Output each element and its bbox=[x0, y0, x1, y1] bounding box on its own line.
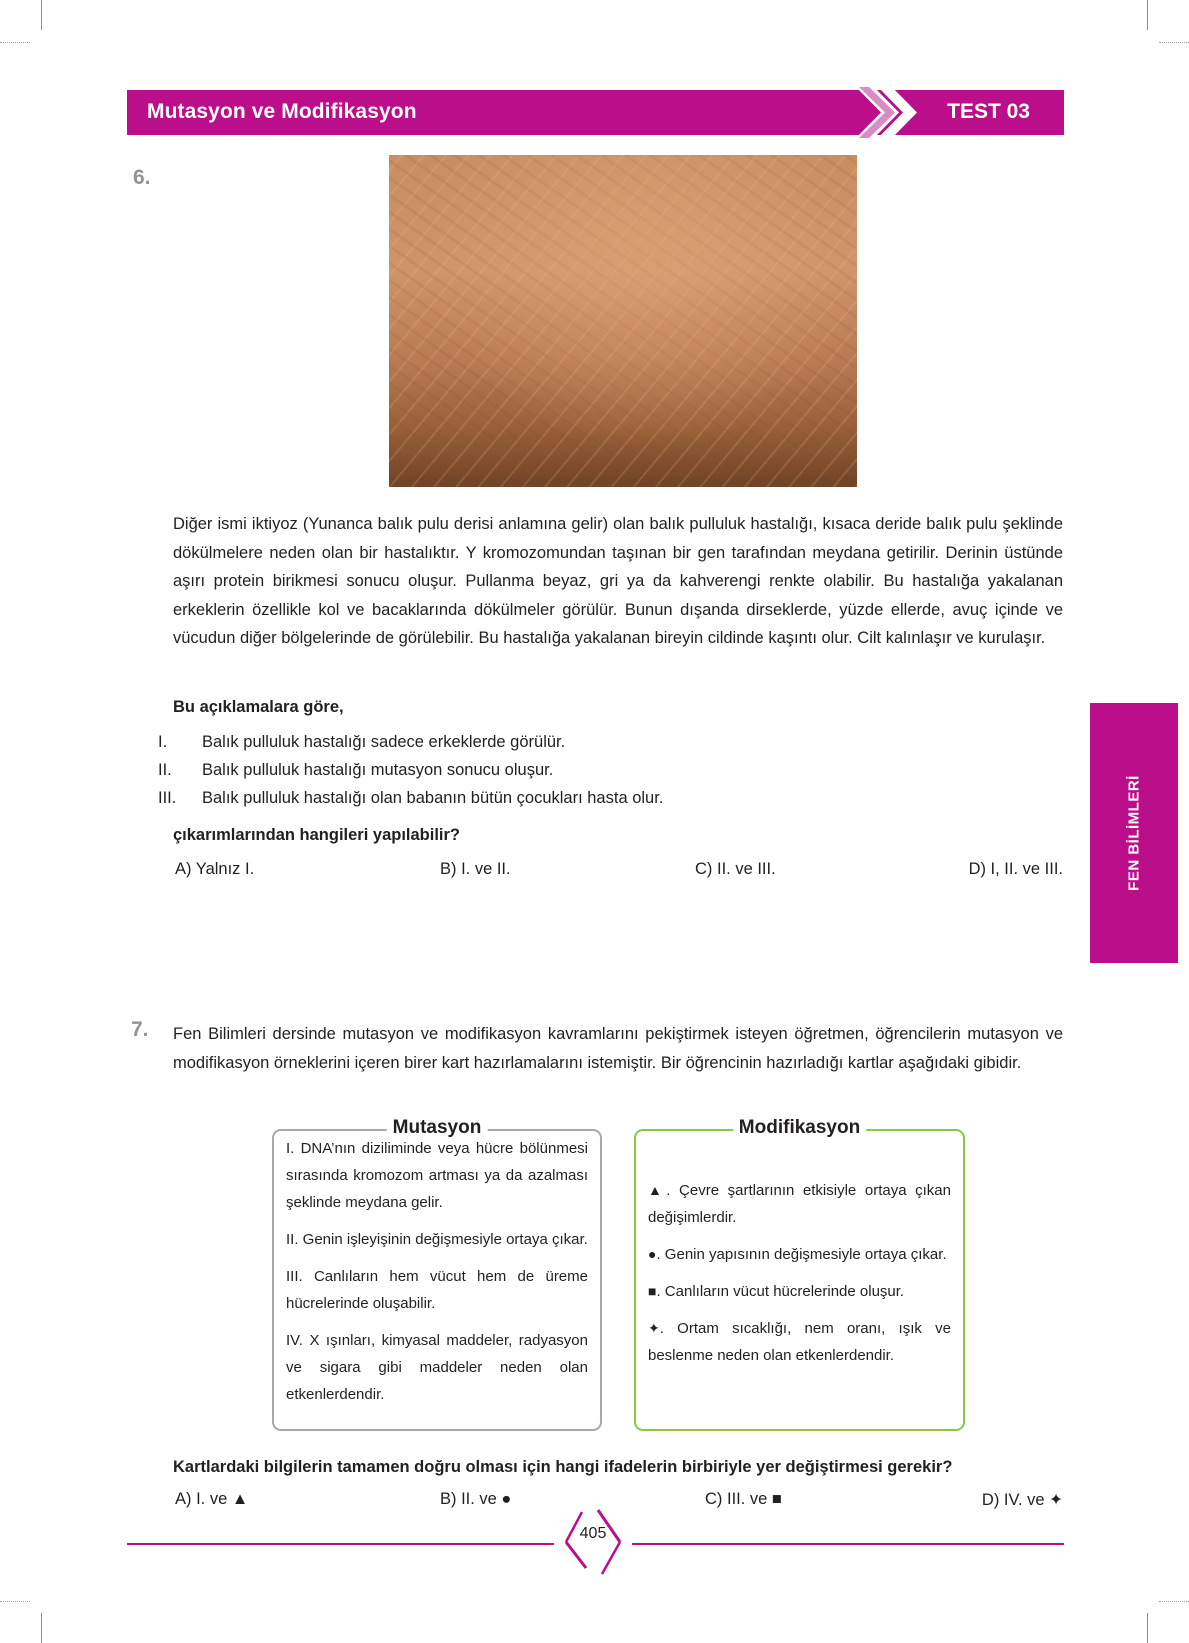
page-header bbox=[127, 90, 1064, 135]
crop-mark bbox=[1159, 1601, 1189, 1603]
question-number: 7. bbox=[131, 1018, 149, 1041]
option-a[interactable]: A) Yalnız I. bbox=[175, 860, 255, 878]
crop-mark bbox=[1147, 1613, 1148, 1643]
question-lead: Bu açıklamalara göre, bbox=[173, 698, 344, 716]
crop-mark bbox=[1159, 42, 1189, 44]
card-item: ●. Genin yapısının değişmesiyle ortaya çıkar. bbox=[648, 1246, 947, 1263]
card-item: III. Canlıların hem vücut hem de üreme hücrelerinde oluşabilir. bbox=[286, 1268, 588, 1312]
statement-roman: II. bbox=[158, 761, 172, 779]
statement-text: Balık pulluluk hastalığı olan babanın bütün çocukları hasta olur. bbox=[202, 789, 664, 807]
crop-mark bbox=[0, 1601, 30, 1603]
option-b[interactable]: B) I. ve II. bbox=[440, 860, 511, 878]
card-item: IV. X ışınları, kimyasal maddeler, radyasyon ve sigara gibi maddeler neden olan etkenlerdendir. bbox=[286, 1332, 588, 1403]
question-text: Kartlardaki bilgilerin tamamen doğru olması için hangi ifadelerin birbiriyle yer değiştirmesi gerekir? bbox=[173, 1458, 953, 1476]
card-body bbox=[286, 1135, 588, 1418]
subject-label: FEN BİLİMLERİ bbox=[1125, 775, 1143, 891]
card-item: ✦. Ortam sıcaklığı, nem oranı, ışık ve beslenme neden olan etkenlerdendir. bbox=[648, 1320, 951, 1364]
crop-mark bbox=[1147, 0, 1148, 30]
option-b[interactable]: B) II. ve ● bbox=[440, 1490, 512, 1508]
test-label: TEST 03 bbox=[947, 100, 1030, 123]
statement-item bbox=[158, 733, 565, 752]
double-chevron-icon bbox=[853, 84, 943, 141]
circle-icon: ● bbox=[648, 1246, 657, 1262]
card-item: II. Genin işleyişinin değişmesiyle ortaya çıkar. bbox=[286, 1231, 588, 1248]
card-item: ■. Canlıların vücut hücrelerinde oluşur. bbox=[648, 1283, 905, 1300]
modifikasyon-card bbox=[634, 1117, 965, 1431]
option-c[interactable]: C) III. ve ■ bbox=[705, 1490, 782, 1508]
skin-photo bbox=[389, 155, 857, 487]
crop-mark bbox=[41, 0, 42, 30]
card-title: Mutasyon bbox=[387, 1117, 488, 1139]
card-item: ▲. Çevre şartlarının etkisiyle ortaya çıkan değişimlerdir. bbox=[648, 1182, 951, 1226]
section-title: Mutasyon ve Modifikasyon bbox=[147, 100, 417, 123]
statement-item bbox=[158, 789, 663, 808]
statement-text: Balık pulluluk hastalığı sadece erkeklerde görülür. bbox=[202, 733, 566, 751]
card-body bbox=[648, 1177, 951, 1379]
footer-rule-right bbox=[632, 1543, 1064, 1545]
subject-side-tab bbox=[1090, 703, 1178, 963]
triangle-icon: ▲ bbox=[648, 1182, 667, 1198]
footer-rule-left bbox=[127, 1543, 554, 1545]
statement-roman: III. bbox=[158, 789, 177, 807]
card-item: I. DNA’nın diziliminde veya hücre bölünmesi sırasında kromozom artması ya da azalması şeklinde meydana gelir. bbox=[286, 1140, 588, 1211]
option-c[interactable]: C) II. ve III. bbox=[695, 860, 776, 878]
statement-item bbox=[158, 761, 553, 780]
question-paragraph: Diğer ismi iktiyoz (Yunanca balık pulu derisi anlamına gelir) olan balık pulluluk hastalığı, kısaca deride balık pulu şeklinde dökülmelere neden olan bir hastalıktır. Y kromozomundan taşınan bir gen tarafından meydana getirilir. Derinin üstünde aşırı protein birikmesi sonucu oluşur. Pullanma beyaz, gri ya da kahverengi renkte olabilir. Bu hastalığa yakalanan erkeklerin özellikle kol ve bacaklarında dökülmeler görülür. Bunun dışanda dirseklerde, yüzde ellerde, avuç içinde ve vücudun diğer bölgelerinde de görülebilir. Bu hastalığa yakalanan bireyin cildinde kaşıntı olur. Cilt kalınlaşır ve kurulaşır. bbox=[173, 515, 1063, 647]
mutasyon-card bbox=[272, 1117, 602, 1431]
card-title: Modifikasyon bbox=[733, 1117, 866, 1139]
option-d[interactable]: D) I, II. ve III. bbox=[968, 860, 1063, 878]
star-icon: ✦ bbox=[648, 1320, 660, 1336]
page-number: 405 bbox=[579, 1525, 607, 1542]
question-text: çıkarımlarından hangileri yapılabilir? bbox=[173, 826, 461, 844]
option-d[interactable]: D) IV. ve ✦ bbox=[981, 1491, 1063, 1509]
question-intro: Fen Bilimleri dersinde mutasyon ve modifikasyon kavramlarını pekiştirmek isteyen öğretmen, öğrencilerin mutasyon ve modifikasyon örneklerini içeren birer kart hazırlamalarını istemiştir. Bir öğrencinin hazırladığı kartlar aşağıdaki gibidir. bbox=[173, 1025, 1063, 1072]
crop-mark bbox=[41, 1613, 42, 1643]
statement-text: Balık pulluluk hastalığı mutasyon sonucu oluşur. bbox=[202, 761, 554, 779]
option-a[interactable]: A) I. ve ▲ bbox=[175, 1490, 249, 1508]
question-number: 6. bbox=[133, 166, 151, 189]
statement-roman: I. bbox=[158, 733, 168, 751]
square-icon: ■ bbox=[648, 1283, 657, 1299]
crop-mark bbox=[0, 42, 30, 44]
